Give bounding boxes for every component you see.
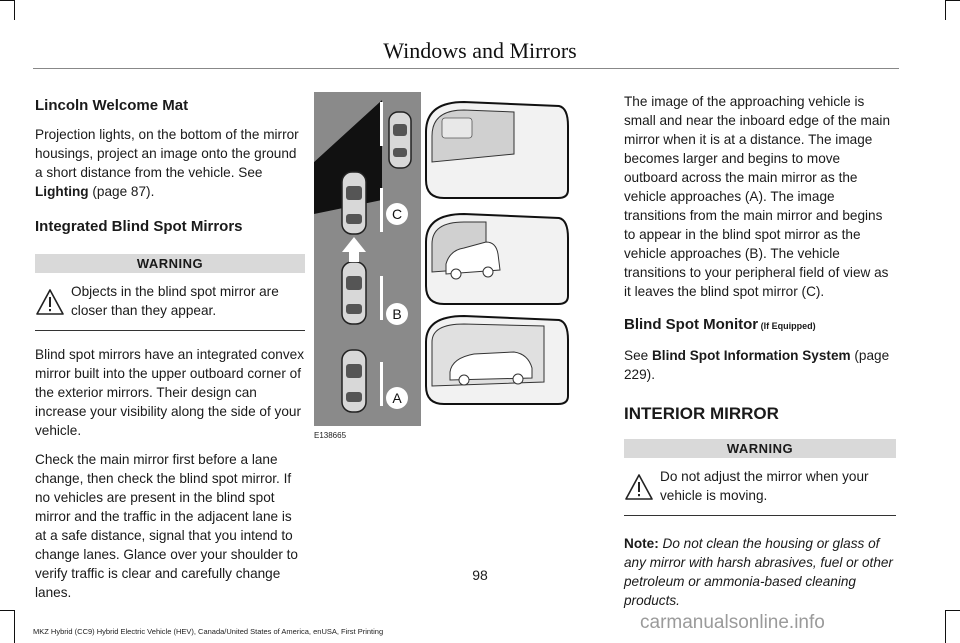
svg-text:A: A: [392, 390, 402, 406]
blind-spot-mirror-illustration: [314, 92, 570, 426]
see-page-ref: (page 229).: [624, 348, 890, 382]
welcome-mat-paragraph: [35, 125, 305, 201]
crop-mark: [945, 0, 946, 20]
figure-code: E138665: [314, 431, 347, 440]
page-number: 98: [472, 567, 488, 583]
blind-spot-monitor-heading: [624, 315, 896, 336]
vehicle-top-view: [342, 350, 366, 412]
crop-mark: [14, 610, 15, 643]
mirror-view-a: [426, 316, 568, 404]
blind-spot-monitor-title: Blind Spot Monitor: [624, 316, 759, 333]
crop-mark: [0, 0, 14, 1]
lane-dash: [380, 362, 383, 406]
position-label-c: [386, 203, 408, 225]
crop-mark: [0, 610, 14, 611]
mirror-view-b: [426, 214, 568, 304]
interior-mirror-heading: INTERIOR MIRROR: [624, 404, 779, 423]
welcome-mat-page-ref: (page 87).: [88, 184, 155, 199]
warning-text: Objects in the blind spot mirror are closer than they appear.: [71, 284, 279, 318]
blind-spot-information-link[interactable]: Blind Spot Information System: [651, 348, 851, 363]
blind-spot-paragraph-2: Check the main mirror first before a lane change, then check the blind spot mirror. If no vehicles are present in the blind spot mirror and the traffic in the adjacent lane is at a safe distance, signal that you intend to change lanes. Glance over your shoulder to verify traffic is clear and carefully change lanes.: [35, 452, 298, 600]
svg-text:B: B: [392, 306, 402, 322]
crop-mark: [14, 0, 15, 20]
position-label-b: [386, 303, 408, 325]
note-text: Do not clean the housing or glass of any mirror with harsh abrasives, fuel or other petroleum or ammonia-based cleaning products.: [624, 536, 893, 608]
blind-spot-paragraph-1: Blind spot mirrors have an integrated convex mirror built into the upper outboard corner of the exterior mirrors. Their design can increase your visibility along the side of your vehicle.: [35, 347, 304, 438]
warning-box: [624, 458, 896, 516]
blind-spot-mirrors-heading: Integrated Blind Spot Mirrors: [35, 218, 243, 235]
see-reference-paragraph: [624, 346, 896, 384]
welcome-mat-heading: Lincoln Welcome Mat: [35, 97, 189, 114]
left-column: [35, 92, 305, 612]
mirror-image-paragraph: The image of the approaching vehicle is small and near the inboard edge of the main mirror when it is at a distance. The image becomes larger and begins to move outboard across the main mirror as the vehicle approaches (A). The image transitions from the main mirror and begins to appear in the blind spot mirror as the vehicle approaches (B). The vehicle transitions to your peripheral field of view as it leaves the blind spot mirror (C).: [624, 94, 891, 299]
lighting-link[interactable]: Lighting: [35, 184, 89, 199]
vehicle-top-view: [342, 262, 366, 324]
watermark: carmanualsonline.info: [640, 612, 825, 633]
page-header-title: Windows and Mirrors: [383, 38, 577, 63]
crop-mark: [946, 610, 960, 611]
header-divider: [33, 68, 899, 69]
warning-text: Do not adjust the mirror when your vehicle is moving.: [660, 469, 869, 503]
right-column: [624, 92, 896, 620]
vehicle-top-view: [389, 112, 411, 168]
welcome-mat-text: Projection lights, on the bottom of the mirror housings, project an image onto the ground a short distance from the vehicle. See: [35, 127, 299, 180]
svg-text:C: C: [391, 206, 403, 222]
lane-dash: [380, 188, 383, 232]
crop-mark: [946, 0, 960, 1]
warning-box: [35, 273, 305, 331]
see-text: See: [624, 348, 652, 363]
vehicle-top-view: [342, 172, 366, 234]
if-equipped-label: (If Equipped): [758, 321, 816, 331]
warning-triangle-icon: [624, 473, 654, 501]
footer-text: MKZ Hybrid (CC9) Hybrid Electric Vehicle (HEV), Canada/United States of America, enUSA, First Printing: [33, 627, 384, 636]
warning-triangle-icon: [35, 288, 65, 316]
position-label-a: [386, 387, 408, 409]
lane-dash: [380, 102, 383, 146]
crop-mark: [945, 610, 946, 643]
warning-bar: WARNING: [35, 254, 305, 273]
warning-bar: WARNING: [624, 439, 896, 458]
note-label: Note:: [624, 536, 659, 551]
mirror-view-c: [426, 102, 568, 198]
lane-dash: [380, 276, 383, 320]
